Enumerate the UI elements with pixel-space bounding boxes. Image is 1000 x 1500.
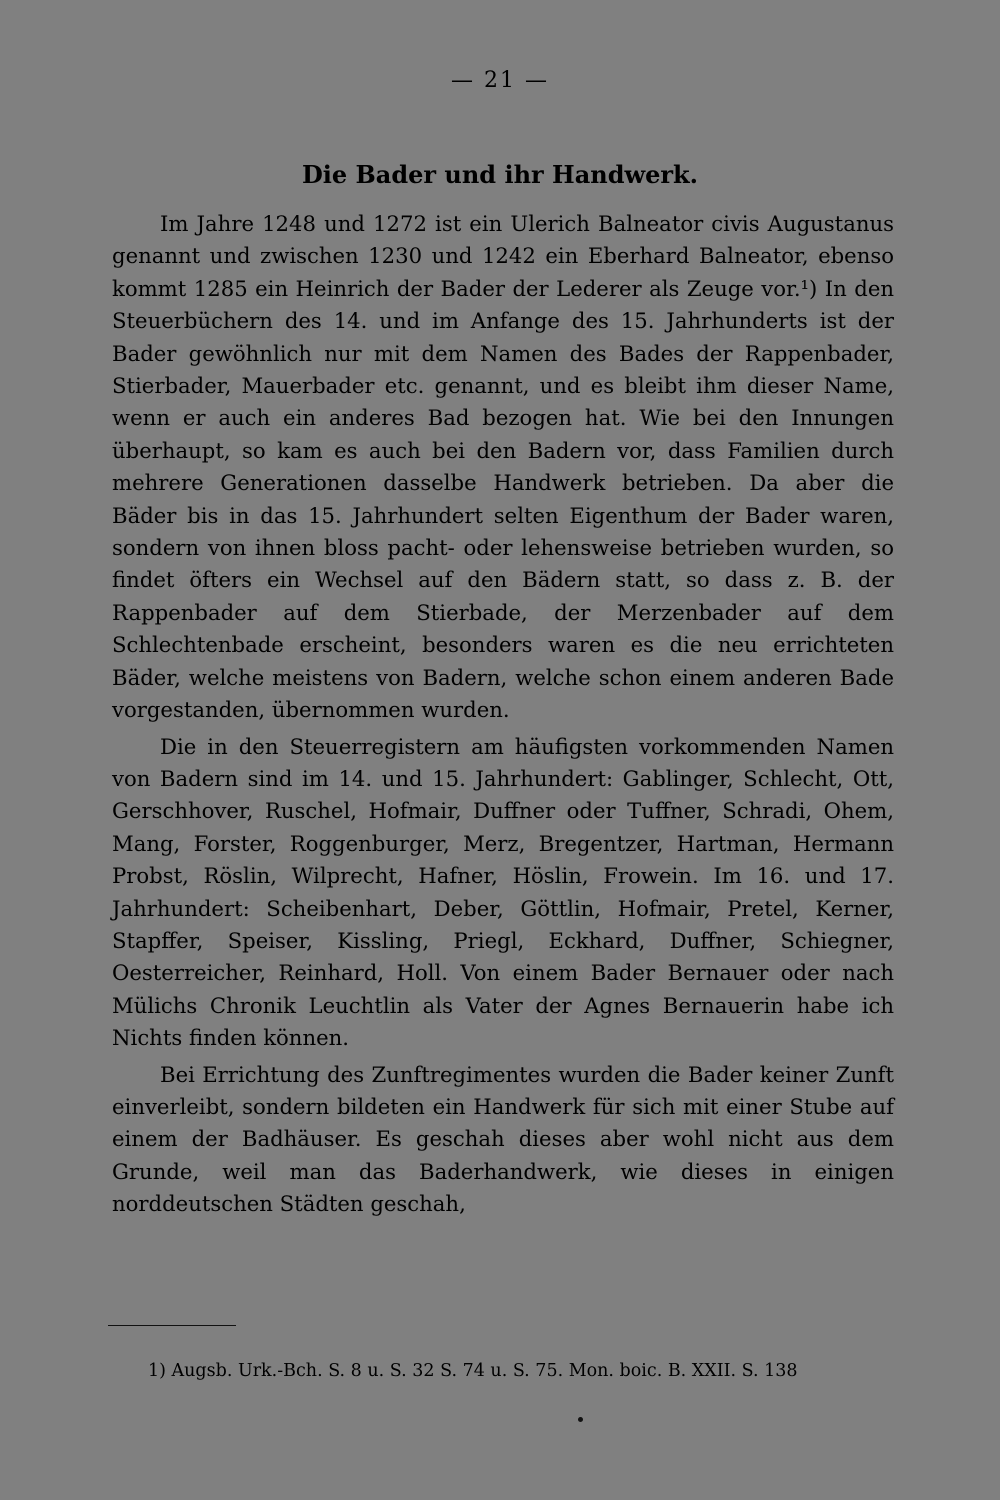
body-text xyxy=(112,208,894,1225)
chapter-title: Die Bader und ihr Handwerk. xyxy=(301,160,699,189)
paragraph-2: Die in den Steuerregistern am häufigsten vorkommenden Namen von Badern sind im 14. und 15. Jahrhundert: Gablinger, Schlecht, Ott, Gerschhover, Ruschel, Hofmair, Duffner oder Tuffner, Schradi, Ohem, Mang, Forster, Roggenburger, Merz, Bregentzer, Hartman, Hermann Probst, Röslin, Wilprecht, Hafner, Höslin, Frowein. Im 16. und 17. Jahrhundert: Scheibenhart, Deber, Göttlin, Hofmair, Pretel, Kerner, Stapffer, Speiser, Kissling, Priegl, Eckhard, Duffner, Schiegner, Oesterreicher, Reinhard, Holl. Von einem Bader Bernauer oder nach Mülichs Chronik Leuchtlin als Vater der Agnes Bernauerin habe ich Nichts finden können. xyxy=(112,733,894,1051)
page-number: — 21 — xyxy=(451,68,549,93)
print-speck xyxy=(578,1417,583,1422)
footnote-divider xyxy=(108,1325,236,1326)
footnote: 1) Augsb. Urk.-Bch. S. 8 u. S. 32 S. 74 u. S. 75. Mon. boic. B. XXII. S. 138 xyxy=(148,1361,798,1381)
paragraph-3: Bei Errichtung des Zunftregimentes wurden die Bader keiner Zunft einverleibt, sondern bildeten ein Handwerk für sich mit einer Stube auf einem der Badhäuser. Es geschah dieses aber wohl nicht aus dem Grunde, weil man das Baderhandwerk, wie dieses in einigen norddeutschen Städten geschah, xyxy=(112,1061,894,1217)
paragraph-1: Im Jahre 1248 und 1272 ist ein Ulerich Balneator civis Augustanus genannt und zwischen 1230 und 1242 ein Eberhard Balneator, ebenso kommt 1285 ein Heinrich der Bader der Lederer als Zeuge vor.¹) In den Steuerbüchern des 14. und im Anfange des 15. Jahrhunderts ist der Bader gewöhnlich nur mit dem Namen des Bades der Rappenbader, Stierbader, Mauerbader etc. genannt, und es bleibt ihm dieser Name, wenn er auch ein anderes Bad bezogen hat. Wie bei den Innungen überhaupt, so kam es auch bei den Badern vor, dass Familien durch mehrere Generationen dasselbe Handwerk betrieben. Da aber die Bäder bis in das 15. Jahrhundert selten Eigenthum der Bader waren, sondern von ihnen bloss pacht- oder lehensweise betrieben wurden, so findet öfters ein Wechsel auf den Bädern statt, so dass z. B. der Rappenbader auf dem Stierbade, der Merzenbader auf dem Schlechtenbade erscheint, besonders waren es die neu errichteten Bäder, welche meistens von Badern, welche schon einem anderen Bade vorgestanden, übernommen wurden. xyxy=(112,211,894,723)
